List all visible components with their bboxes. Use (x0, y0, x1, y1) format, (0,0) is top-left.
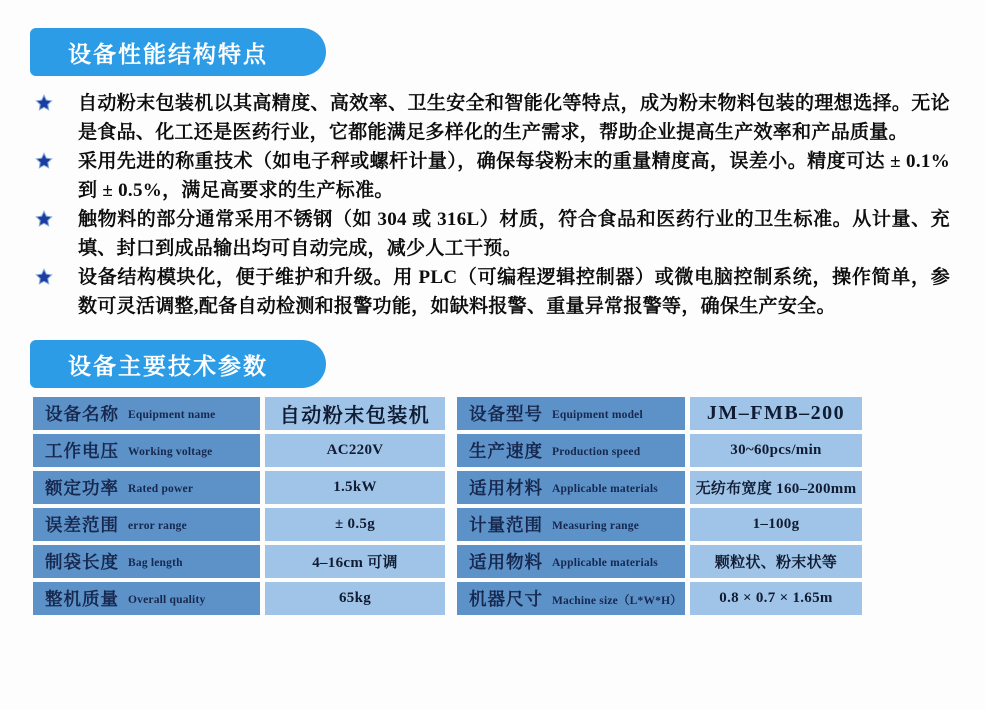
spec-label-zh: 整机质量 (45, 589, 119, 609)
spec-label-en: Equipment model (552, 409, 643, 421)
feature-text: 自动粉末包装机以其高精度、高效率、卫生安全和智能化等特点，成为粉末物料包装的理想选择。无论是食品、化工还是医药行业，它都能满足多样化的生产需求，帮助企业提高生产效率和产品质量。 (78, 93, 950, 143)
spec-value-cell (265, 508, 445, 541)
spec-value-cell (265, 397, 445, 430)
spec-label-en: error range (128, 520, 187, 532)
spec-label-zh: 设备名称 (45, 404, 119, 424)
spec-value-cell (690, 508, 862, 541)
spec-label-en: Applicable materials (552, 557, 658, 569)
star-icon (35, 263, 78, 286)
spec-value-cell (265, 582, 445, 615)
spec-row-production-speed (457, 434, 862, 467)
spec-row-equipment-name (33, 397, 445, 430)
section-title-specs: 设备主要技术参数 (68, 353, 268, 379)
spec-label-zh: 误差范围 (45, 515, 119, 535)
spec-row-applicable-objects (457, 545, 862, 578)
spec-table (33, 397, 985, 615)
spec-label-zh: 额定功率 (45, 478, 119, 498)
spec-label-en: Bag length (128, 557, 183, 569)
spec-label-zh: 计量范围 (469, 515, 543, 535)
spec-row-equipment-model (457, 397, 862, 430)
spec-row-error-range (33, 508, 445, 541)
spec-value-cell (265, 471, 445, 504)
section-header-features (30, 28, 326, 76)
spec-value: 0.8 × 0.7 × 1.65m (719, 590, 833, 606)
spec-label-en: Applicable materials (552, 483, 658, 495)
spec-row-machine-size (457, 582, 862, 615)
star-icon (35, 147, 78, 170)
spec-label-zh: 适用材料 (469, 478, 543, 498)
spec-label-zh: 适用物料 (469, 552, 543, 572)
spec-value: 65kg (338, 590, 372, 606)
feature-item (35, 89, 950, 147)
spec-label-cell (33, 582, 260, 615)
feature-text: 采用先进的称重技术（如电子秤或螺杆计量），确保每袋粉末的重量精度高，误差小。精度可达 ± 0.1%到 ± 0.5%，满足高要求的生产标准。 (78, 151, 950, 201)
spec-label-zh: 设备型号 (469, 404, 543, 424)
spec-value-cell (265, 434, 445, 467)
spec-label-cell (33, 508, 260, 541)
spec-label-en: Measuring range (552, 520, 640, 532)
spec-label-en: Overall quality (128, 594, 206, 606)
feature-text: 设备结构模块化，便于维护和升级。用 PLC（可编程逻辑控制器）或微电脑控制系统，操作简单，参数可灵活调整,配备自动检测和报警功能，如缺料报警、重量异常报警等，确保生产安全。 (78, 267, 950, 317)
spec-value: 4–16cm 可调 (312, 555, 398, 571)
spec-value-cell (690, 397, 862, 430)
spec-label-en: Production speed (552, 446, 641, 458)
spec-table-left-group (33, 397, 445, 615)
spec-row-bag-length (33, 545, 445, 578)
spec-label-cell (33, 397, 260, 430)
spec-value: ± 0.5g (334, 516, 376, 532)
spec-value-cell (690, 545, 862, 578)
spec-label-zh: 工作电压 (45, 441, 119, 461)
star-icon (35, 205, 78, 228)
spec-label-cell (457, 545, 685, 578)
spec-row-overall-quality (33, 582, 445, 615)
star-icon (35, 89, 78, 112)
spec-label-zh: 机器尺寸 (469, 589, 543, 609)
spec-label-cell (457, 397, 685, 430)
spec-label-zh: 制袋长度 (45, 552, 119, 572)
spec-value: JM–FMB–200 (706, 402, 846, 424)
feature-list (35, 89, 950, 321)
section-title-features: 设备性能结构特点 (68, 41, 268, 67)
spec-label-cell (457, 471, 685, 504)
spec-value: 1.5kW (333, 479, 377, 495)
spec-label-zh: 生产速度 (469, 441, 543, 461)
spec-label-en: Rated power (128, 483, 194, 495)
spec-row-working-voltage (33, 434, 445, 467)
feature-item (35, 205, 950, 263)
spec-row-rated-power (33, 471, 445, 504)
spec-label-cell (33, 545, 260, 578)
spec-value: AC220V (326, 442, 384, 458)
spec-value: 30~60pcs/min (730, 442, 822, 458)
spec-value: 无纺布宽度 160–200mm (695, 481, 857, 497)
spec-value-cell (690, 582, 862, 615)
spec-label-en: Working voltage (128, 446, 213, 458)
spec-label-cell (33, 434, 260, 467)
spec-label-cell (457, 508, 685, 541)
spec-label-en: Machine size（L*W*H） (552, 595, 682, 607)
spec-value: 自动粉末包装机 (279, 405, 431, 427)
spec-value: 1–100g (752, 516, 800, 532)
feature-item (35, 263, 950, 321)
spec-label-cell (457, 582, 685, 615)
spec-value: 颗粒状、粉末状等 (714, 555, 838, 571)
feature-item (35, 147, 950, 205)
feature-text: 触物料的部分通常采用不锈钢（如 304 或 316L）材质，符合食品和医药行业的卫生标准。从计量、充填、封口到成品输出均可自动完成，减少人工干预。 (78, 209, 950, 259)
document-page (0, 28, 985, 615)
section-header-specs (30, 340, 326, 388)
spec-label-cell (33, 471, 260, 504)
spec-label-cell (457, 434, 685, 467)
spec-value-cell (690, 471, 862, 504)
spec-value-cell (690, 434, 862, 467)
spec-table-right-group (457, 397, 862, 615)
spec-value-cell (265, 545, 445, 578)
spec-row-applicable-materials (457, 471, 862, 504)
spec-label-en: Equipment name (128, 409, 216, 421)
spec-row-measuring-range (457, 508, 862, 541)
